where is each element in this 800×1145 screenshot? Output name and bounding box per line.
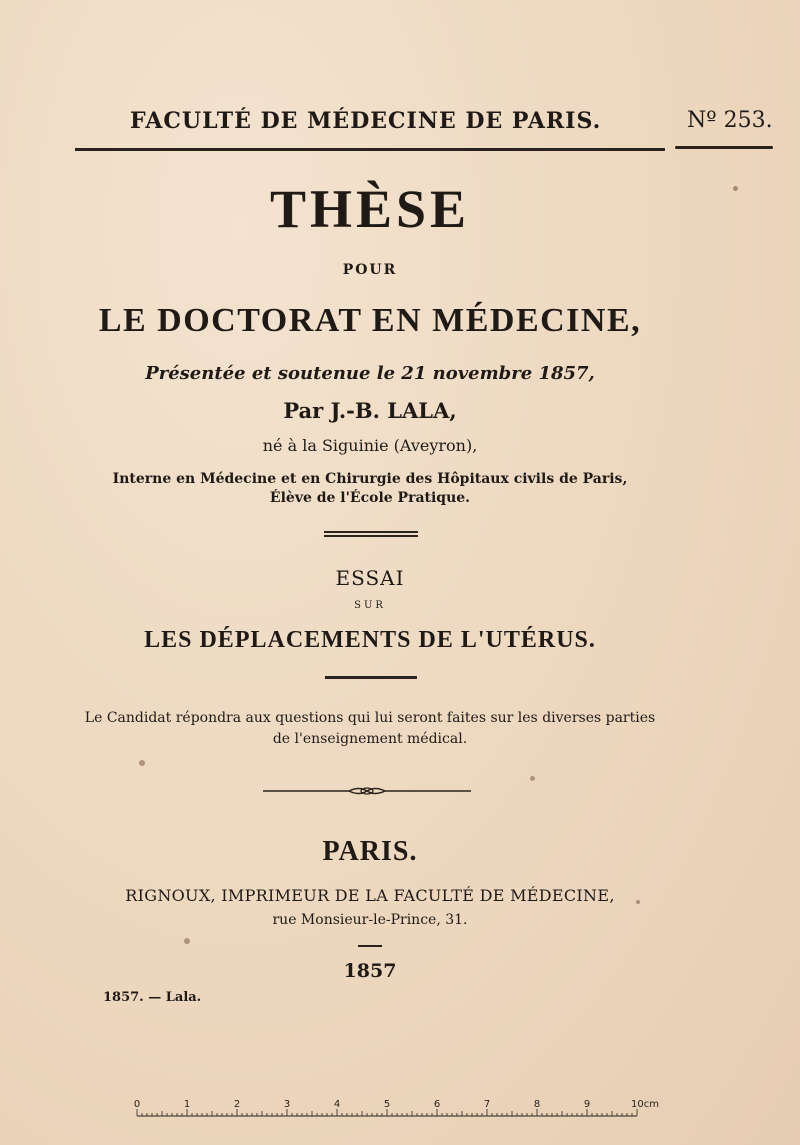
signature-line: 1857. — Lala. <box>103 990 202 1005</box>
foxing-spot <box>139 760 145 766</box>
scale-label: 7 <box>483 1099 491 1110</box>
scale-label: 3 <box>283 1099 291 1110</box>
ornament-divider <box>263 783 471 799</box>
thesis-number: Nº 253. <box>687 108 773 133</box>
scale-label: 2 <box>233 1099 241 1110</box>
birthplace-line: né à la Siguinie (Aveyron), <box>262 436 478 455</box>
scale-label: 9 <box>583 1099 591 1110</box>
address-line: rue Monsieur-le-Prince, 31. <box>272 912 468 928</box>
author-line: Par J.-B. LALA, <box>283 398 457 423</box>
scale-label: 8 <box>533 1099 541 1110</box>
position-line-2: Élève de l'École Pratique. <box>269 490 471 506</box>
essai-label: ESSAI <box>335 566 405 590</box>
sur-label: SUR <box>354 600 386 611</box>
year-rule <box>358 945 382 947</box>
author-positions <box>0 470 740 508</box>
printer-line: RIGNOUX, IMPRIMEUR DE LA FACULTÉ DE MÉDECINE, <box>125 886 615 905</box>
scale-label: 4 <box>333 1099 341 1110</box>
foxing-spot <box>530 776 535 781</box>
degree-title: LE DOCTORAT EN MÉDECINE, <box>98 302 642 339</box>
position-line-1: Interne en Médecine et en Chirurgie des Hôpitaux civils de Paris, <box>112 471 628 487</box>
publication-year: 1857 <box>343 960 397 982</box>
subject-title: LES DÉPLACEMENTS DE L'UTÉRUS. <box>144 627 596 653</box>
candidate-note-line-1: Le Candidat répondra aux questions qui lui seront faites sur les diverses parties <box>84 710 656 726</box>
scale-label: 5 <box>383 1099 391 1110</box>
faculty-heading: FACULTÉ DE MÉDECINE DE PARIS. <box>130 108 602 134</box>
foxing-spot <box>636 900 640 904</box>
scale-label: 10cm <box>631 1099 659 1110</box>
pour-label: POUR <box>342 262 398 278</box>
candidate-note <box>0 708 740 750</box>
defense-date: Présentée et soutenue le 21 novembre 1857, <box>145 363 595 384</box>
scale-label: 1 <box>183 1099 191 1110</box>
foxing-spot <box>184 938 190 944</box>
subject-rule <box>325 676 417 679</box>
number-rule <box>675 146 773 149</box>
header-rule <box>75 148 665 151</box>
double-rule <box>324 531 418 537</box>
foxing-spot <box>733 186 738 191</box>
measurement-scale <box>133 1098 659 1118</box>
scale-label: 0 <box>133 1099 141 1110</box>
candidate-note-line-2: de l'enseignement médical. <box>272 731 468 747</box>
imprint-city: PARIS. <box>322 836 418 867</box>
scale-label: 6 <box>433 1099 441 1110</box>
thesis-title: THÈSE <box>269 179 471 239</box>
